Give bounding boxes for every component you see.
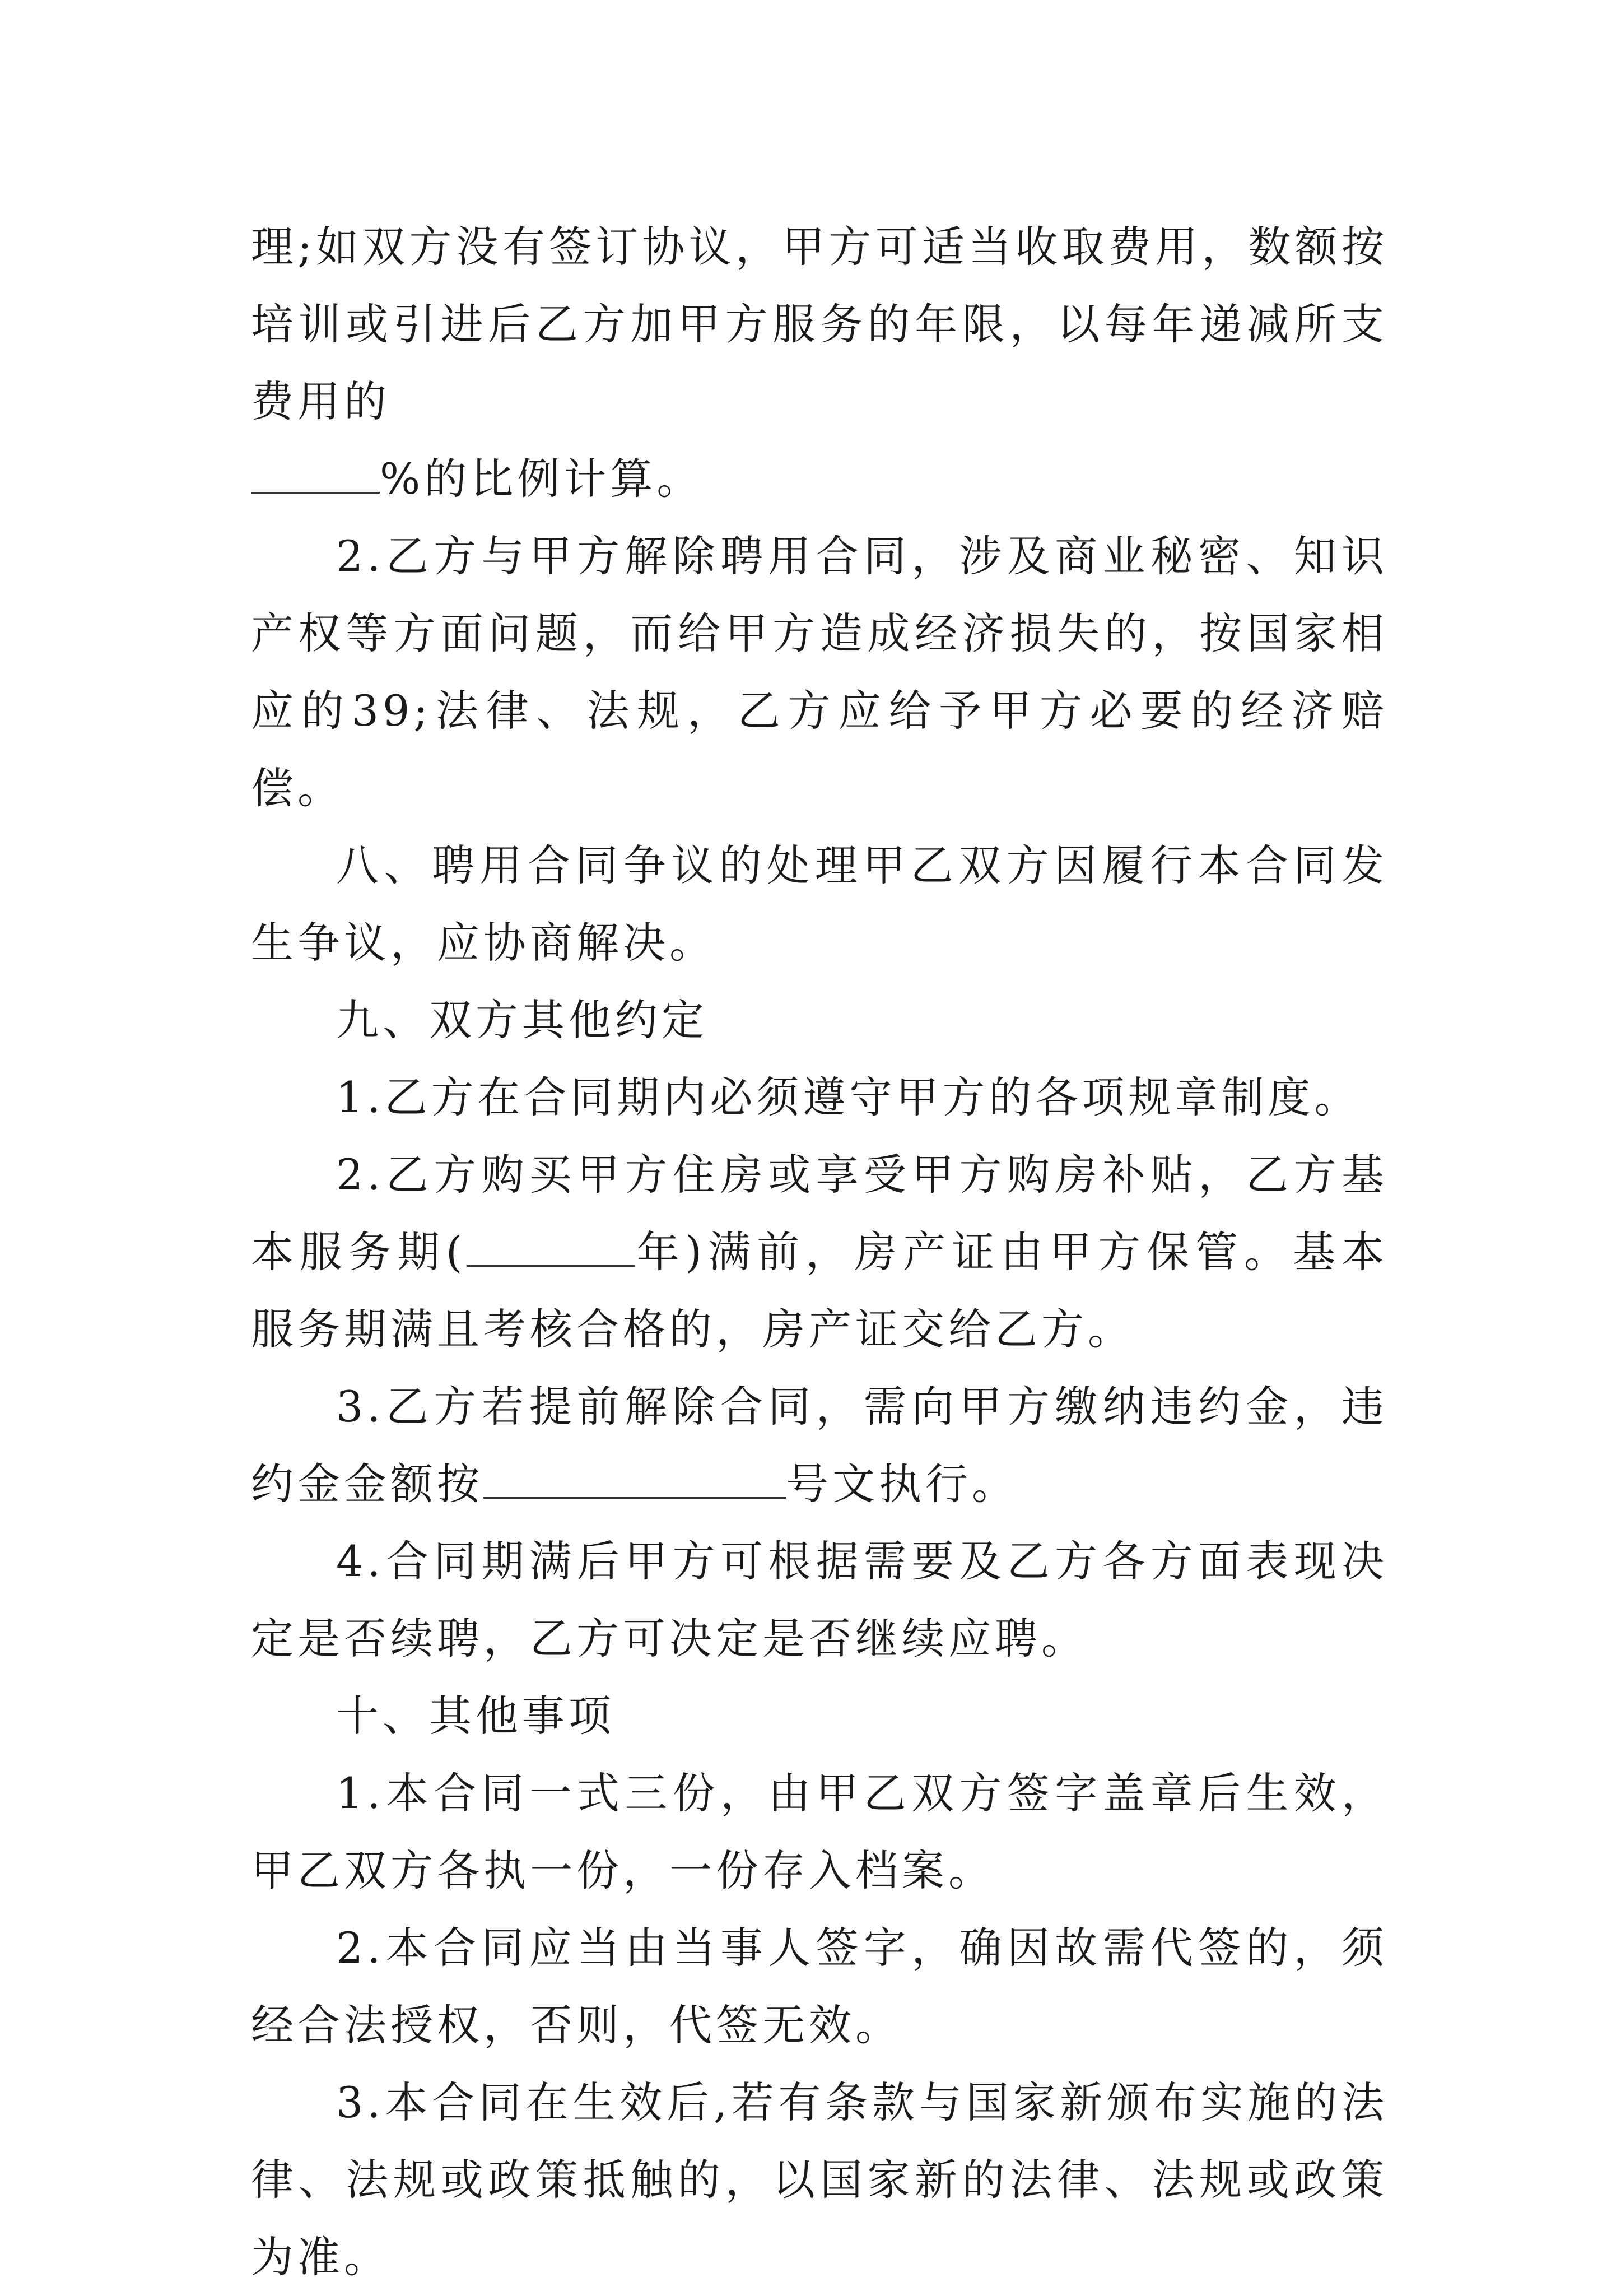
paragraph-text: %的比例计算。 [380,454,704,504]
paragraph-text: 年)满前，房产证由甲方保管。基本服务期满且考核合格的，房产证交给乙方。 [251,1227,1388,1354]
section-9-heading: 九、双方其他约定 [336,995,708,1045]
fill-in-blank-percent [251,458,380,494]
paragraph-continuation [251,208,1388,518]
paragraph-9-1: 1.乙方在合同期内必须遵守甲方的各项规章制度。 [336,1072,1361,1122]
fill-in-blank-years [467,1231,635,1267]
paragraph-10-3: 3.本合同在生效后,若有条款与国家新颁布实施的法律、法规或政策抵触的，以国家新的法律、法规或政策为准。 [251,2077,1388,2282]
paragraph-9-4: 4.合同期满后甲方可根据需要及乙方各方面表现决定是否续聘，乙方可决定是否继续应聘。 [251,1536,1388,1663]
paragraph-text: 号文执行。 [786,1459,1018,1509]
section-8-heading: 八、聘用合同争议的处理甲乙双方因履行本合同发生争议，应协商解决。 [251,840,1388,968]
paragraph-text: 理;如双方没有签订协议，甲方可适当收取费用，数额按培训或引进后乙方加甲方服务的年限，以每年递减所支费用的 [251,222,1388,426]
fill-in-blank-document-number [483,1463,786,1499]
paragraph-text: 2.乙方购买甲方住房或享受甲方购房补贴，乙方基本服务期( [251,1150,1388,1277]
document-body [251,208,1388,2296]
paragraph-text: 3.乙方若提前解除合同，需向甲方缴纳违约金，违约金金额按 [251,1382,1388,1509]
paragraph-9-3 [251,1368,1388,1523]
section-10-heading: 十、其他事项 [336,1691,615,1741]
paragraph-7-2: 2.乙方与甲方解除聘用合同，涉及商业秘密、知识产权等方面问题，而给甲方造成经济损失的，按国家相应的39;法律、法规，乙方应给予甲方必要的经济赔偿。 [251,531,1388,813]
paragraph-10-1: 1.本合同一式三份，由甲乙双方签字盖章后生效，甲乙双方各执一份，一份存入档案。 [251,1768,1388,1895]
paragraph-9-2 [251,1136,1388,1368]
paragraph-10-2: 2.本合同应当由当事人签字，确因故需代签的，须经合法授权，否则，代签无效。 [251,1923,1388,2050]
